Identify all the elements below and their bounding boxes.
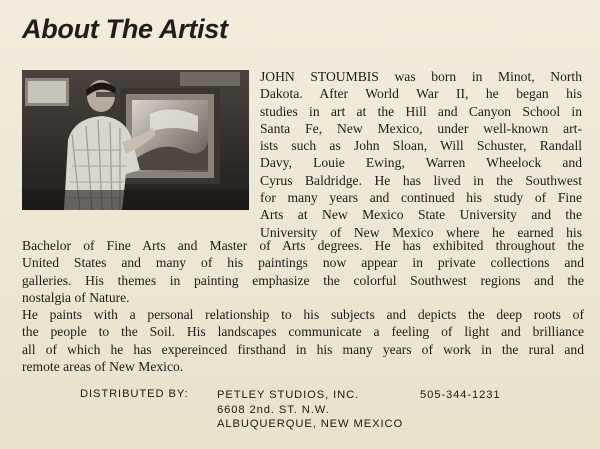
distributed-by-label: DISTRIBUTED BY:	[80, 388, 189, 400]
distributor-phone: 505-344-1231	[420, 389, 501, 401]
bio-paragraph-2	[22, 306, 584, 375]
bio-paragraph-1-bottom	[22, 237, 584, 306]
bio-line: He paints with a personal relationship to his subjects and depicts the deep roots of	[22, 307, 584, 322]
bio-line: JOHN STOUMBIS was born in Minot, North	[260, 69, 582, 84]
distributor-city: ALBUQUERQUE, NEW MEXICO	[217, 418, 404, 430]
bio-line: for many years and continued his study of Fine	[260, 190, 582, 206]
bio-line: remote areas of New Mexico.	[22, 358, 184, 374]
bio-line: ists such as John Sloan, Will Schuster, Randall	[260, 138, 582, 154]
distributor-address: 6608 2nd. ST. N.W.	[217, 404, 330, 416]
bio-line: Davy, Louie Ewing, Warren Wheelock and	[260, 155, 582, 171]
bio-line: Bachelor of Fine Arts and Master of Arts degrees. He has exhibited throughout the	[22, 238, 584, 253]
bio-line: studies in art at the Hill and Canyon School in	[260, 103, 582, 119]
bio-line: galleries. His themes in painting emphasize the colorful Southwest regions and the	[22, 272, 584, 288]
bio-line: Arts at New Mexico State University and the	[260, 207, 582, 223]
bio-paragraph-1-top	[260, 68, 582, 240]
bio-line: all of which he has expereinced firsthand in his many years of work in the rural and	[22, 341, 584, 357]
bio-line: United States and many of his paintings now appear in private collections and	[22, 255, 584, 271]
bio-line: nostalgia of Nature.	[22, 289, 130, 305]
bio-line: Dakota. After World War II, he began his	[260, 86, 582, 102]
page-title: About The Artist	[22, 14, 228, 44]
bio-line: University of New Mexico where he earned his	[260, 224, 582, 240]
artist-photo-image	[22, 70, 249, 210]
bio-line: Cyrus Baldridge. He has lived in the Southwest	[260, 172, 582, 188]
artist-photo	[22, 70, 249, 210]
distributor-company: PETLEY STUDIOS, INC.	[217, 389, 360, 401]
bio-line: Santa Fe, New Mexico, under well-known art-	[260, 120, 582, 136]
bio-line: the people to the Soil. His landscapes communicate a feeling of light and brilliance	[22, 324, 584, 340]
